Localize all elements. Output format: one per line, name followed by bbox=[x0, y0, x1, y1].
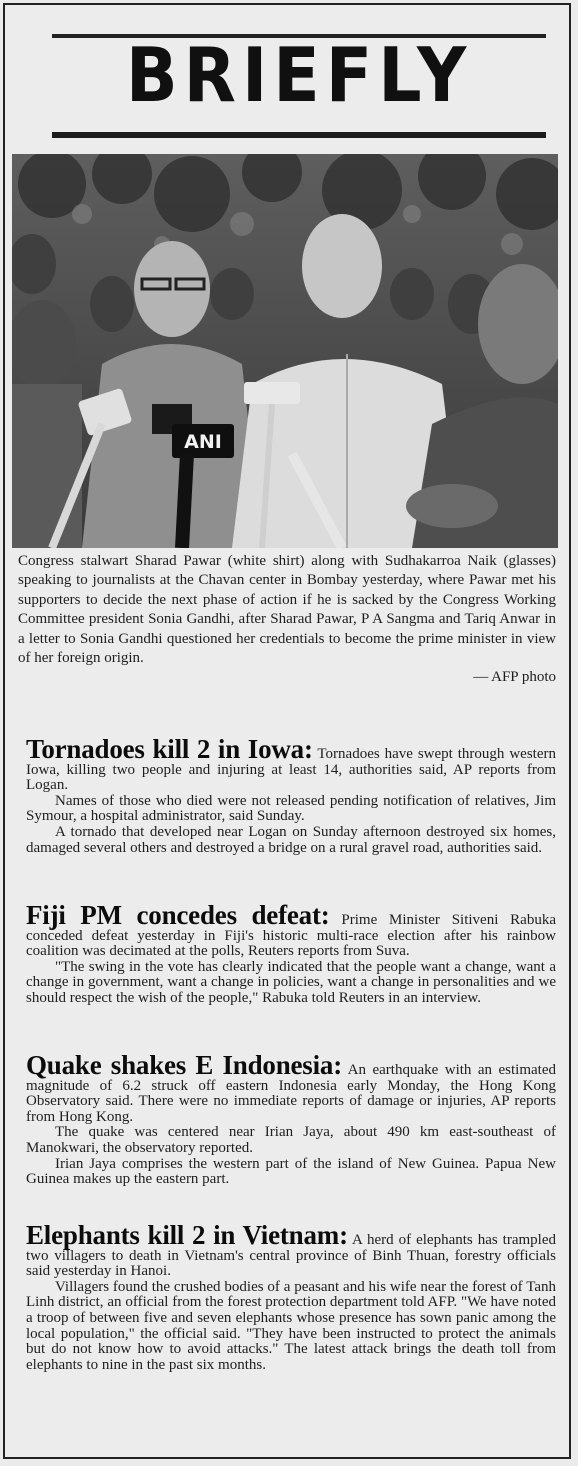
masthead-title: BRIEFLY bbox=[125, 33, 473, 120]
story-fiji bbox=[26, 900, 556, 1007]
news-photo bbox=[12, 154, 558, 548]
story-paragraph: "The swing in the vote has clearly indicated that the people want a change, want a change in government, want a change in policies, want a change in personalities and we should respect the wish of the people," Rabuka told Reuters in an interview. bbox=[26, 958, 556, 1006]
story-quake bbox=[26, 1050, 556, 1188]
story-lead bbox=[26, 734, 556, 794]
story-paragraph: Names of those who died were not released pending notification of relatives, Jim Symour, a hospital administrator, said Sunday. bbox=[26, 792, 556, 825]
story-paragraph: A tornado that developed near Logan on Sunday afternoon destroyed six homes, damaged several others and destroyed a bridge on a rural gravel road, authorities said. bbox=[26, 823, 556, 856]
story-elephants bbox=[26, 1220, 556, 1373]
photo-illustration bbox=[12, 154, 558, 548]
story-paragraph: Irian Jaya comprises the western part of the island of New Guinea. Papua New Guinea makes up the eastern part. bbox=[26, 1155, 556, 1188]
story-headline: Quake shakes E Indonesia: bbox=[26, 1050, 343, 1080]
caption-text: Congress stalwart Sharad Pawar (white shirt) along with Sudhakarroa Naik (glasses) speaking to journalists at the Chavan center in Bombay yesterday, where Pawar met his supporters to decide the next phase of action if he is sacked by the Congress Working Committee president Sonia Gandhi, after Sharad Pawar, P A Sangma and Tariq Anwar in a letter to Sonia Gandhi questioned her credentials to become the prime minister in view of her foreign origin. bbox=[18, 553, 556, 667]
masthead-rule-bottom bbox=[52, 132, 546, 138]
story-headline: Tornadoes kill 2 in Iowa: bbox=[26, 734, 313, 764]
story-headline: Elephants kill 2 in Vietnam: bbox=[26, 1220, 348, 1250]
story-headline: Fiji PM concedes defeat: bbox=[26, 900, 330, 930]
story-lead bbox=[26, 1050, 556, 1125]
mic-flag-logo: ANI bbox=[184, 431, 222, 453]
story-paragraph: Villagers found the crushed bodies of a peasant and his wife near the forest of Tanh Linh district, an official from the forest protection department told AFP. "We have noted a troop of between five and seven elephants whose presence has sown panic among the local population," the official said. "They have been instructed to protect the animals but do not know how to avoid attacks." The latest attack brings the death toll from elephants to nine in the past six months. bbox=[26, 1278, 556, 1373]
story-lead bbox=[26, 900, 556, 960]
photo-credit: — AFP photo bbox=[473, 669, 556, 686]
story-paragraph: The quake was centered near Irian Jaya, about 490 km east-southeast of Manokwari, the observatory reported. bbox=[26, 1124, 556, 1156]
story-lead-text: An earthquake with an estimated magnitude of 6.2 struck off eastern Indonesia early Monday, the Hong Kong Observatory said. There were no immediate reports of damage or injuries, AP reports from Hong Kong. bbox=[26, 1062, 556, 1125]
story-lead-text: A herd of elephants has trampled two villagers to death in Vietnam's central province of Binh Thuan, forestry officials said yesterday in Hanoi. bbox=[26, 1232, 556, 1280]
story-tornadoes bbox=[26, 734, 556, 856]
story-lead-text: Tornadoes have swept through western Iowa, killing two people and injuring at least 14, authorities said, AP reports from Logan. bbox=[26, 746, 556, 794]
story-lead-text: Prime Minister Sitiveni Rabuka conceded defeat yesterday in Fiji's historic multi-race election after his rainbow coalition was decimated at the polls, Reuters reports from Suva. bbox=[26, 912, 556, 960]
photo-caption bbox=[18, 552, 556, 688]
story-lead bbox=[26, 1220, 556, 1280]
masthead bbox=[52, 34, 546, 120]
